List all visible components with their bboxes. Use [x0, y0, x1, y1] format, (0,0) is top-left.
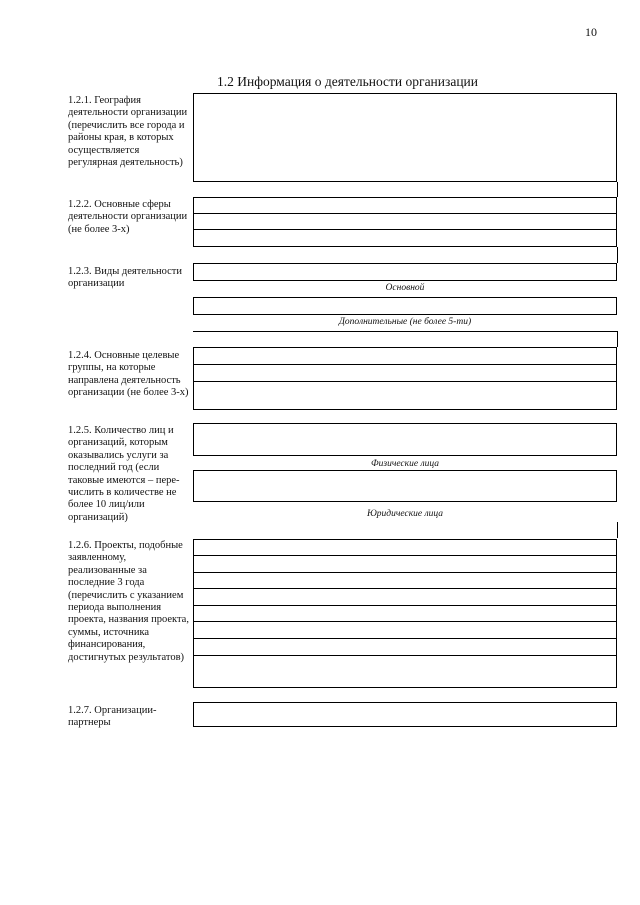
partners-field[interactable] — [193, 702, 617, 727]
projects-row-line — [193, 572, 617, 573]
legal-entities-field[interactable] — [193, 470, 617, 502]
sphere-field-1[interactable] — [193, 197, 617, 214]
projects-row-line — [193, 555, 617, 556]
legal-entities-caption: Юридические лица — [367, 509, 443, 519]
projects-row-line — [193, 588, 617, 589]
geography-label: 1.2.1. География деятельности организации (перечислить все города и районы края, в которых осуществляется регулярная деятельность) — [68, 95, 188, 169]
divider — [617, 522, 618, 538]
projects-row-line — [193, 605, 617, 606]
partners-label: 1.2.7. Организации-партнеры — [68, 705, 157, 729]
divider — [617, 331, 618, 347]
activity-types-label: 1.2.3. Виды деятельности организации — [68, 266, 183, 290]
divider — [617, 247, 618, 263]
projects-row-line — [193, 655, 617, 656]
target-group-field-1[interactable] — [193, 347, 617, 365]
main-activity-caption: Основной — [385, 283, 425, 293]
projects-row-line — [193, 621, 617, 622]
section-title: 1.2 Информация о деятельности организации — [217, 74, 479, 89]
sphere-field-2[interactable] — [193, 214, 617, 230]
additional-activity-field[interactable] — [193, 297, 617, 315]
spheres-label: 1.2.2. Основные сферы деятельности организации (не более 3-х) — [68, 199, 188, 235]
served-count-label: 1.2.5. Количество лиц и организаций, которым оказывались услуги за последний год (если таковые имеются – пере-числить в количестве не более 10 лиц/или организаций) — [68, 425, 180, 523]
main-activity-field[interactable] — [193, 263, 617, 281]
divider — [617, 182, 618, 197]
projects-row-line — [193, 638, 617, 639]
target-group-field-2[interactable] — [193, 365, 617, 382]
activity-underline — [193, 331, 617, 332]
sphere-field-3[interactable] — [193, 230, 617, 247]
projects-field[interactable] — [193, 539, 617, 688]
individuals-field[interactable] — [193, 423, 617, 456]
projects-label: 1.2.6. Проекты, подобные заявленному, реализованные за последние 3 года (перечислить с указанием периода выполнения проекта, названия проекта, суммы, источника финансирования, достигнутых результатов) — [68, 540, 189, 663]
geography-field[interactable] — [193, 93, 617, 182]
individuals-caption: Физические лица — [371, 459, 439, 469]
additional-activity-caption: Дополнительные (не более 5-ти) — [338, 317, 472, 327]
target-groups-label: 1.2.4. Основные целевые группы, на которые направлена деятельность организации (не более 3-х) — [68, 350, 189, 399]
target-group-field-3[interactable] — [193, 382, 617, 410]
page-number: 10 — [585, 25, 597, 39]
